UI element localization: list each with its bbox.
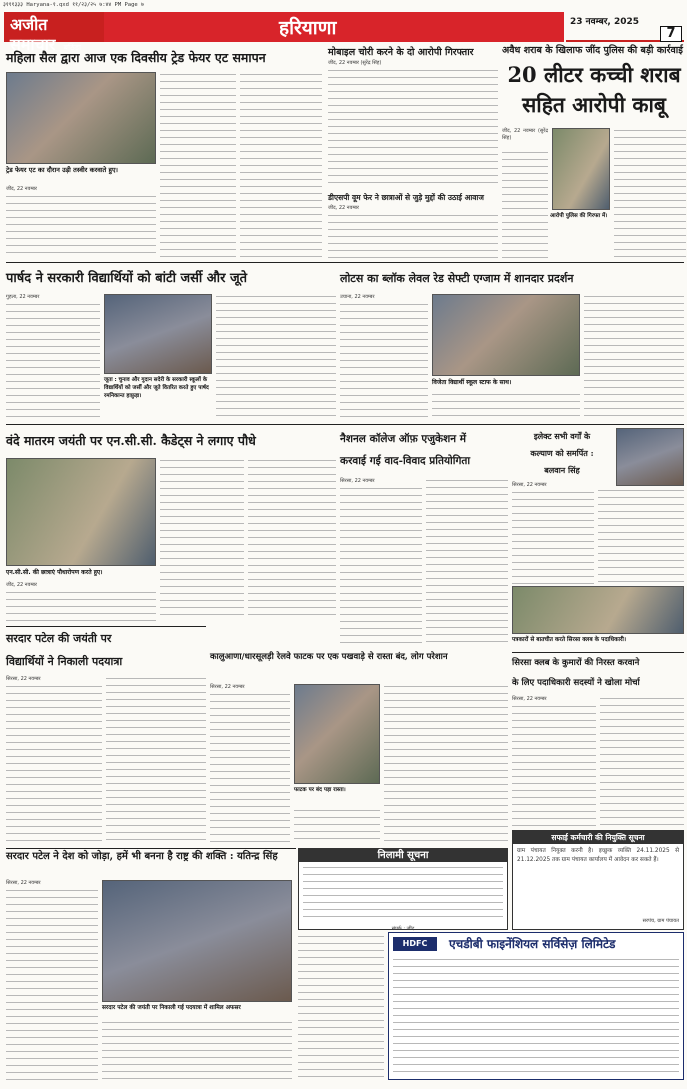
lotus-body-col1 bbox=[340, 294, 428, 422]
brand-name: अजीत समाचार bbox=[10, 15, 56, 54]
yatinder-body-col2b bbox=[102, 1020, 292, 1080]
body-text-lines bbox=[512, 704, 596, 826]
body-text-lines bbox=[584, 294, 684, 422]
page-number: 7 bbox=[660, 26, 682, 42]
mahila-cell-dateline: जींद, 22 नवम्बर bbox=[6, 186, 37, 192]
jersey-body-col3 bbox=[216, 294, 336, 422]
lotus-article bbox=[340, 266, 684, 292]
body-text-lines bbox=[614, 128, 686, 260]
padyatra-body-col2 bbox=[106, 676, 206, 844]
padyatra-crowd-photo bbox=[102, 880, 292, 1002]
mobile-theft-headline: मोबाइल चोरी करने के दो आरोपी गिरफ्तार bbox=[328, 47, 474, 58]
debate-headline-line2: करवाई गई वाद-विवाद प्रतियोगिता bbox=[340, 455, 471, 467]
debate-article bbox=[340, 428, 508, 476]
liquor-headline-line1: 20 लीटर कच्ची शराब bbox=[507, 62, 681, 87]
sirsa-club-headline-line2: के लिए पदाधिकारी सदस्यों ने खोला मोर्चा bbox=[512, 678, 640, 688]
newspaper-brand bbox=[4, 12, 104, 54]
dsp-article bbox=[328, 192, 498, 204]
vande-body-bottom bbox=[6, 582, 156, 622]
yatinder-dateline: सिरसा, 22 नवम्बर bbox=[6, 880, 41, 886]
debate-body-col2 bbox=[426, 478, 508, 646]
railway-headline: कालुआणा/धारसूलड़ी रेलवे फाटक पर एक पखवाड़े से रास्ता बंद, लोग परेशान bbox=[210, 652, 448, 662]
liquor-body-col1 bbox=[502, 128, 548, 260]
sirsa-club-dateline: सिरसा, 22 नवम्बर bbox=[512, 696, 547, 702]
liquor-body-col3 bbox=[614, 128, 686, 260]
body-text-lines bbox=[328, 68, 498, 186]
body-text-lines bbox=[240, 72, 322, 260]
jersey-article bbox=[6, 266, 336, 292]
kalyan-body-col2 bbox=[598, 488, 684, 584]
debate-dateline: सिरसा, 22 नवम्बर bbox=[340, 478, 375, 484]
body-text-lines bbox=[303, 865, 503, 923]
section-divider bbox=[6, 424, 684, 425]
vande-headline: वंदे मातरम जयंती पर एन.सी.सी. कैडेट्स ने लगाए पौधे bbox=[6, 433, 256, 448]
vande-body-col3 bbox=[248, 458, 336, 620]
safai-signature: सरपंच, ग्राम पंचायत bbox=[642, 918, 679, 924]
safai-notice bbox=[512, 830, 684, 930]
liquor-kicker: अवैध शराब के खिलाफ जींद पुलिस की बड़ी कार्रवाई bbox=[502, 45, 683, 56]
yatinder-article bbox=[6, 848, 296, 878]
body-text-lines bbox=[102, 1020, 292, 1080]
nilami-title: निलामी सूचना bbox=[299, 849, 507, 862]
hdfc-ad-text bbox=[393, 957, 679, 1073]
ncc-caption: एन.सी.सी. की छात्राएं पौधारोपण करते हुए। bbox=[6, 569, 103, 576]
hdfc-advertisement bbox=[388, 932, 684, 1080]
yatinder-caption: सरदार पटेल की जयंती पर निकाली गई पदयात्रा में शामिल अफसर bbox=[102, 1005, 241, 1011]
issue-date: 23 नवम्बर, 2025 bbox=[570, 17, 640, 27]
body-text-lines bbox=[426, 478, 508, 646]
lotus-caption: विजेता विद्यार्थी स्कूल स्टाफ के साथ। bbox=[432, 379, 512, 386]
railway-dateline: सिरसा, 22 नवम्बर bbox=[210, 684, 245, 690]
body-text-lines bbox=[210, 692, 290, 844]
kalyan-dateline: सिरसा, 22 नवम्बर bbox=[512, 482, 547, 488]
mahila-cell-body-col3 bbox=[240, 72, 322, 260]
vande-article bbox=[6, 428, 336, 454]
vande-dateline: जींद, 22 नवम्बर bbox=[6, 582, 37, 588]
body-text-lines bbox=[6, 302, 100, 422]
kalyan-headline-line1: इलेक्ट सभी वर्गों के bbox=[533, 431, 591, 441]
railway-body-col1 bbox=[210, 684, 290, 844]
dsp-dateline: जींद, 22 नवम्बर bbox=[328, 205, 359, 211]
ncc-plantation-photo bbox=[6, 458, 156, 566]
body-text-lines bbox=[294, 808, 380, 844]
padyatra-dateline: सिरसा, 22 नवम्बर bbox=[6, 676, 41, 682]
debate-body-col1 bbox=[340, 478, 422, 646]
body-text-lines bbox=[600, 696, 684, 826]
body-text-lines bbox=[340, 486, 422, 646]
liquor-kicker-box bbox=[502, 44, 686, 58]
body-text-lines bbox=[106, 676, 206, 844]
vande-body-col2 bbox=[160, 458, 244, 620]
debate-headline-line1: नैशनल कॉलेज ऑफ़ एजुकेशन में bbox=[340, 433, 466, 445]
lotus-headline: लोटस का ब्लॉक लेवल रेड सेफ्टी एग्जाम में शानदार प्रदर्शन bbox=[340, 272, 574, 285]
sirsa-club-headline-line1: सिरसा क्लब के कुमारों की निरस्त करवाने bbox=[512, 658, 640, 668]
liquor-headline-line2: सहित आरोपी काबू bbox=[522, 92, 666, 117]
lotus-body-col2 bbox=[432, 392, 580, 422]
kalyan-caption: पत्रकारों से बातचीत करते सिरसा क्लब के पदाधिकारी। bbox=[512, 637, 627, 643]
section-title: हरियाणा bbox=[279, 17, 337, 39]
mobile-theft-dateline: जींद, 22 नवम्बर (सुरेंद्र सिंह) bbox=[328, 60, 382, 66]
body-text-lines bbox=[340, 302, 428, 422]
trade-fair-caption: ट्रेड फेयर एट का दौरान उड़ी तस्वीर करवाते हुए। bbox=[6, 166, 119, 174]
body-text-lines bbox=[6, 684, 102, 844]
body-text-lines bbox=[502, 150, 548, 260]
yatinder-headline: सरदार पटेल ने देश को जोड़ा, हमें भी बनना है राष्ट्र की शक्ति : यतिन्द्र सिंह bbox=[6, 851, 278, 862]
dsp-headline: डीएसपी वूम फेर ने छात्राओं से जुड़े मुद्दों की उठाई आवाज bbox=[328, 193, 484, 202]
body-text-lines bbox=[216, 294, 336, 422]
padyatra-body-col1 bbox=[6, 676, 102, 844]
section-divider bbox=[6, 262, 684, 263]
kalyan-headline-line3: बलवान सिंह bbox=[544, 465, 580, 475]
body-text-lines bbox=[6, 590, 156, 622]
railway-body-col2b bbox=[294, 808, 380, 844]
body-text-lines bbox=[512, 490, 594, 584]
body-text-lines bbox=[328, 213, 498, 259]
lotus-body-col3 bbox=[584, 294, 684, 422]
dsp-body bbox=[328, 205, 498, 261]
mobile-theft-article bbox=[328, 46, 498, 60]
accused-caption: आरोपी पुलिस की गिरफ्त में। bbox=[550, 213, 608, 219]
kalyan-article bbox=[512, 428, 612, 480]
file-info-bar: ३१११३३३ Haryana-१.qxd ११/२३/२५ ७:४४ PM Page ७ bbox=[3, 2, 144, 8]
yatinder-body-col3 bbox=[298, 934, 384, 1080]
padyatra-article bbox=[6, 626, 206, 674]
kalyan-body-col1 bbox=[512, 482, 594, 584]
body-text-lines bbox=[6, 888, 98, 1080]
jersey-body-col1 bbox=[6, 294, 100, 422]
body-text-lines bbox=[248, 458, 336, 620]
jersey-headline: पार्षद ने सरकारी विद्यार्थियों को बांटी जर्सी और जूते bbox=[6, 271, 247, 286]
accused-photo bbox=[552, 128, 610, 210]
body-text-lines bbox=[6, 194, 156, 258]
jersey-dateline: गुहला, 22 नवम्बर bbox=[6, 294, 40, 300]
nilami-notice bbox=[298, 848, 508, 930]
mahila-cell-headline: महिला सैल द्वारा आज एक दिवसीय ट्रेड फेयर एट समापन bbox=[6, 50, 266, 65]
railway-article bbox=[210, 650, 508, 680]
lotus-students-photo bbox=[432, 294, 580, 376]
padyatra-headline-line1: सरदार पटेल की जयंती पर bbox=[6, 632, 112, 645]
jersey-photo bbox=[104, 294, 212, 374]
safai-title: सफाई कर्मचारी की नियुक्ति सूचना bbox=[513, 831, 683, 844]
lotus-dateline: उचाना, 22 नवम्बर bbox=[340, 294, 375, 300]
railway-caption: फाटक पर बंद पड़ा रास्ता। bbox=[294, 787, 346, 793]
liquor-dateline: जींद, 22 नवम्बर (सुरेंद्र सिंह) bbox=[502, 128, 548, 141]
body-text-lines bbox=[160, 72, 236, 260]
kalyan-portrait bbox=[616, 428, 684, 486]
safai-text: ग्राम पंचायत नियुक्त करनी है। इच्छुक व्यक्ति 24.11.2025 से 21.12.2025 तक ग्राम पंचायत कार्यालय में आवेदन कर सकते हैं। bbox=[517, 848, 679, 863]
sirsa-club-press-photo bbox=[512, 586, 684, 634]
padyatra-headline-line2: विद्यार्थियों ने निकाली पदयात्रा bbox=[6, 655, 123, 668]
body-text-lines bbox=[432, 392, 580, 422]
jersey-caption: जूता : चुनाव और गुदान सदेरी के सरकारी स्कूलों के विद्यार्थियों को जर्सी और जूते वितरित करते हुए पार्षद रमनिकान्त हाफ़ुड़ा। bbox=[104, 377, 209, 399]
sirsa-club-body-col2 bbox=[600, 696, 684, 826]
body-text-lines bbox=[393, 957, 679, 1073]
nilami-contact: संपर्क : जींद bbox=[391, 926, 415, 932]
section-banner bbox=[104, 12, 564, 42]
mahila-cell-article bbox=[6, 46, 324, 70]
hdfc-company-name: एचडीबी फाइनेंशियल सर्विसेज़ लिमिटेड bbox=[449, 937, 616, 951]
mahila-cell-body-col2 bbox=[160, 72, 236, 260]
body-text-lines bbox=[298, 934, 384, 1080]
liquor-headline-box bbox=[502, 60, 686, 124]
body-text-lines bbox=[598, 488, 684, 584]
sirsa-club-article bbox=[512, 652, 684, 694]
hdfc-logo: HDFC bbox=[393, 937, 437, 951]
railway-body-col3 bbox=[384, 684, 508, 844]
edition-city: बठिंडा bbox=[63, 43, 82, 52]
sirsa-club-body-col1 bbox=[512, 696, 596, 826]
mobile-theft-body bbox=[328, 60, 498, 190]
nilami-text bbox=[303, 865, 503, 923]
date-page-box bbox=[566, 12, 684, 42]
yatinder-body-col1 bbox=[6, 880, 98, 1080]
body-text-lines bbox=[384, 684, 508, 844]
mahila-cell-body bbox=[6, 186, 156, 260]
railway-crossing-photo bbox=[294, 684, 380, 784]
trade-fair-photo bbox=[6, 72, 156, 164]
kalyan-headline-line2: कल्याण को समर्पित : bbox=[530, 448, 594, 458]
body-text-lines bbox=[160, 458, 244, 620]
